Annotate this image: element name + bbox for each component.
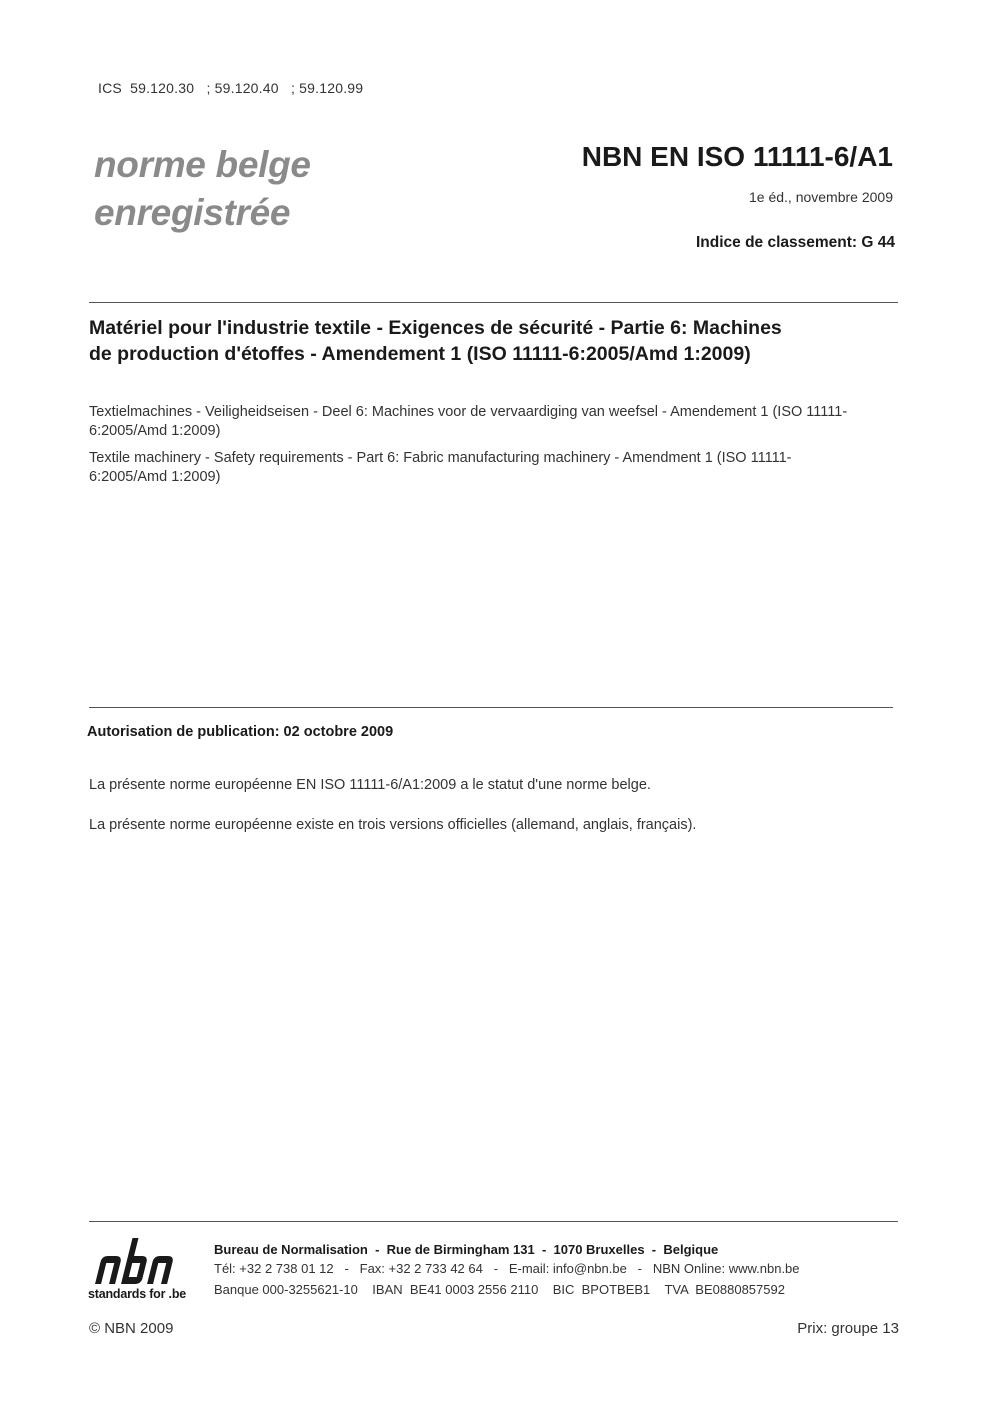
title-english: Textile machinery - Safety requirements - Part 6: Fabric manufacturing machinery - Amendment 1 (ISO 11111-6:2005/Amd 1:2009) (89, 450, 792, 485)
address-line-2: Tél: +32 2 738 01 12 - Fax: +32 2 733 42 64 - E-mail: info@nbn.be - NBN Online: www.nbn.be (214, 1261, 800, 1276)
classification-index: Indice de classement: G 44 (695, 234, 895, 251)
title-divider (89, 707, 893, 708)
address-line-3: Banque 000-3255621-10 IBAN BE41 0003 2556 2110 BIC BPOTBEB1 TVA BE0880857592 (214, 1282, 785, 1297)
versions-paragraph: La présente norme européenne existe en trois versions officielles (allemand, anglais, français). (89, 817, 697, 833)
publication-authorization: Autorisation de publication: 02 octobre 2009 (87, 724, 394, 740)
copyright: © NBN 2009 (89, 1320, 174, 1337)
title-french: Matériel pour l'industrie textile - Exigences de sécurité - Partie 6: Machines de production d'étoffes - Amendement 1 (ISO 11111-6:2005/Amd 1:2009) (89, 317, 782, 365)
standard-number: NBN EN ISO 11111-6/A1 (581, 141, 893, 172)
ics-codes: ICS 59.120.30 ; 59.120.40 ; 59.120.99 (98, 80, 364, 96)
status-paragraph: La présente norme européenne EN ISO 11111-6/A1:2009 a le statut d'une norme belge. (89, 777, 651, 793)
brand-title (94, 141, 311, 237)
title-dutch: Textielmachines - Veiligheidseisen - Deel 6: Machines voor de vervaardiging van weefsel - Amendement 1 (ISO 11111-6:2005/Amd 1:2009) (89, 404, 848, 439)
footer-divider (89, 1221, 898, 1222)
address-line-1: Bureau de Normalisation - Rue de Birmingham 131 - 1070 Bruxelles - Belgique (214, 1242, 719, 1257)
header-divider (89, 302, 898, 303)
brand-line-1: norme belge (94, 144, 311, 185)
logo-tagline: standards for .be (88, 1287, 187, 1301)
edition-date: 1e éd., novembre 2009 (749, 189, 893, 205)
price-group: Prix: groupe 13 (797, 1320, 899, 1337)
brand-line-2: enregistrée (94, 192, 291, 233)
